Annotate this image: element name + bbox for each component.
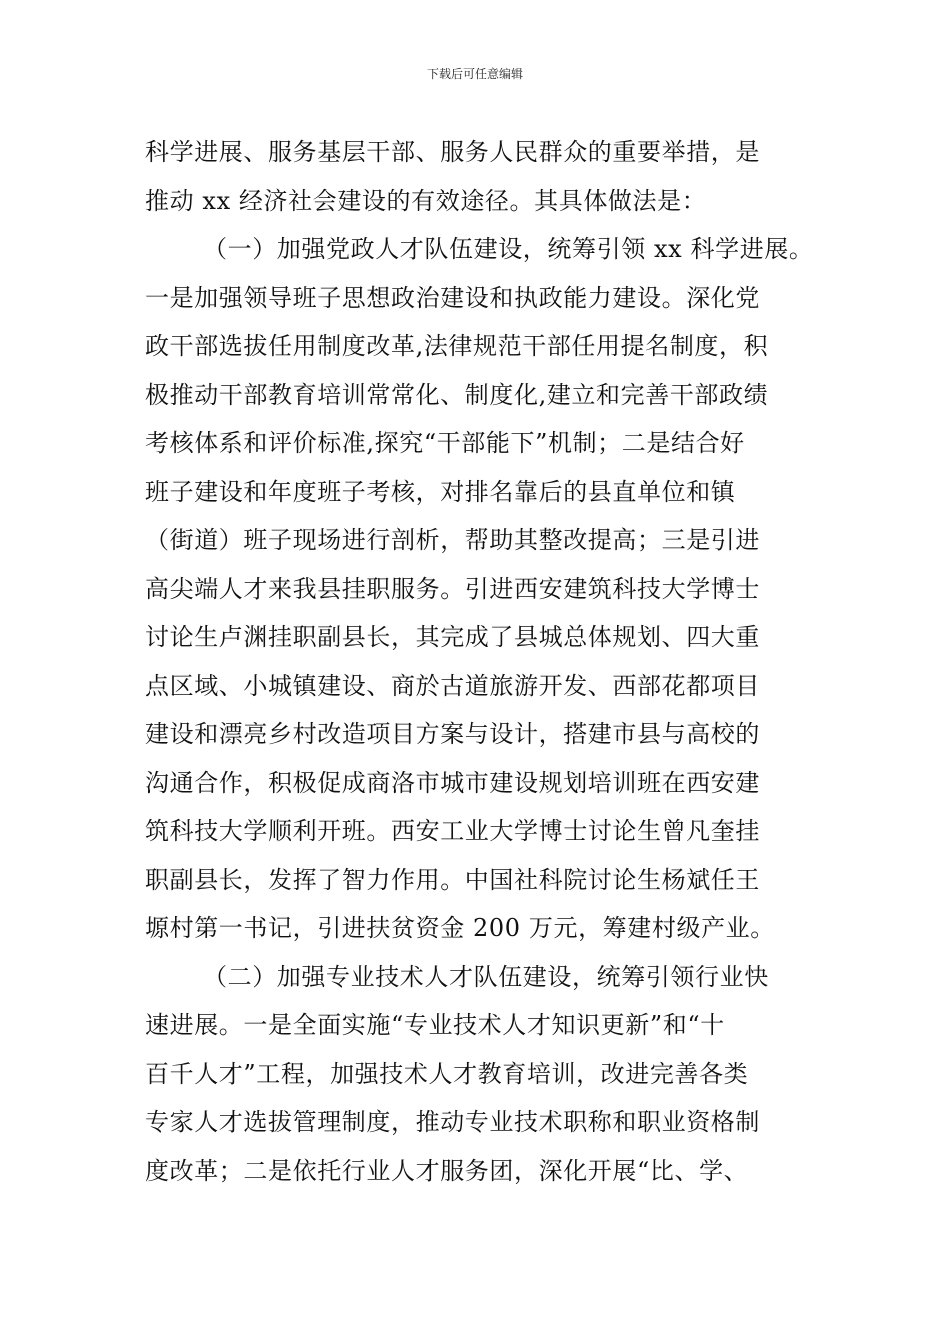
text-line: 速进展。一是全面实施“专业技术人才知识更新”和“十 (145, 1011, 725, 1039)
text-line: 推动 xx 经济社会建设的有效途径。其具体做法是： (145, 186, 707, 215)
text-line: 点区域、小城镇建设、商於古道旅游开发、西部花都项目 (145, 671, 760, 700)
text-line: 一是加强领导班子思想政治建设和执政能力建设。深化党 (145, 283, 760, 312)
text-line: 高尖端人才来我县挂职服务。引进西安建筑科技大学博士 (145, 574, 760, 603)
text-line: 筑科技大学顺利开班。西安工业大学博士讨论生曾凡奎挂 (145, 817, 760, 845)
text-line: 班子建设和年度班子考核，对排名靠后的县直单位和镇 (145, 477, 736, 506)
section-heading-line: （二）加强专业技术人才队伍建设，统筹引领行业快 (203, 962, 769, 991)
text-line: 塬村第一书记，引进扶贫资金 200 万元，筹建村级产业。 (145, 914, 775, 942)
text-line: 讨论生卢渊挂职副县长，其完成了县城总体规划、四大重 (145, 623, 760, 651)
page-header: 下载后可任意编辑 (426, 67, 523, 81)
text-line: 建设和漂亮乡村改造项目方案与设计，搭建市县与高校的 (145, 720, 760, 748)
text-line: 科学进展、服务基层干部、服务人民群众的重要举措，是 (145, 138, 760, 166)
text-line: 极推动干部教育培训常常化、制度化,建立和完善干部政绩 (145, 380, 769, 409)
text-line: 百千人才”工程，加强技术人才教育培训，改进完善各类 (145, 1059, 749, 1088)
text-line: （街道）班子现场进行剖析，帮助其整改提高；三是引进 (145, 526, 760, 554)
document-body (145, 128, 825, 1195)
text-line: 度改革；二是依托行业人才服务团，深化开展“比、学、 (145, 1156, 749, 1185)
text-line: 沟通合作，积极促成商洛市城市建设规划培训班在西安建 (145, 768, 760, 797)
section-heading-line: （一）加强党政人才队伍建设，统筹引领 xx 科学进展。 (203, 235, 814, 263)
text-line: 专家人才选拔管理制度，推动专业技术职称和职业资格制 (145, 1108, 760, 1136)
text-line: 政干部选拔任用制度改革,法律规范干部任用提名制度，积 (145, 332, 769, 360)
text-line: 职副县长，发挥了智力作用。中国社科院讨论生杨斌任王 (145, 865, 760, 894)
text-line: 考核体系和评价标准,探究“干部能下”机制；二是结合好 (145, 429, 745, 457)
